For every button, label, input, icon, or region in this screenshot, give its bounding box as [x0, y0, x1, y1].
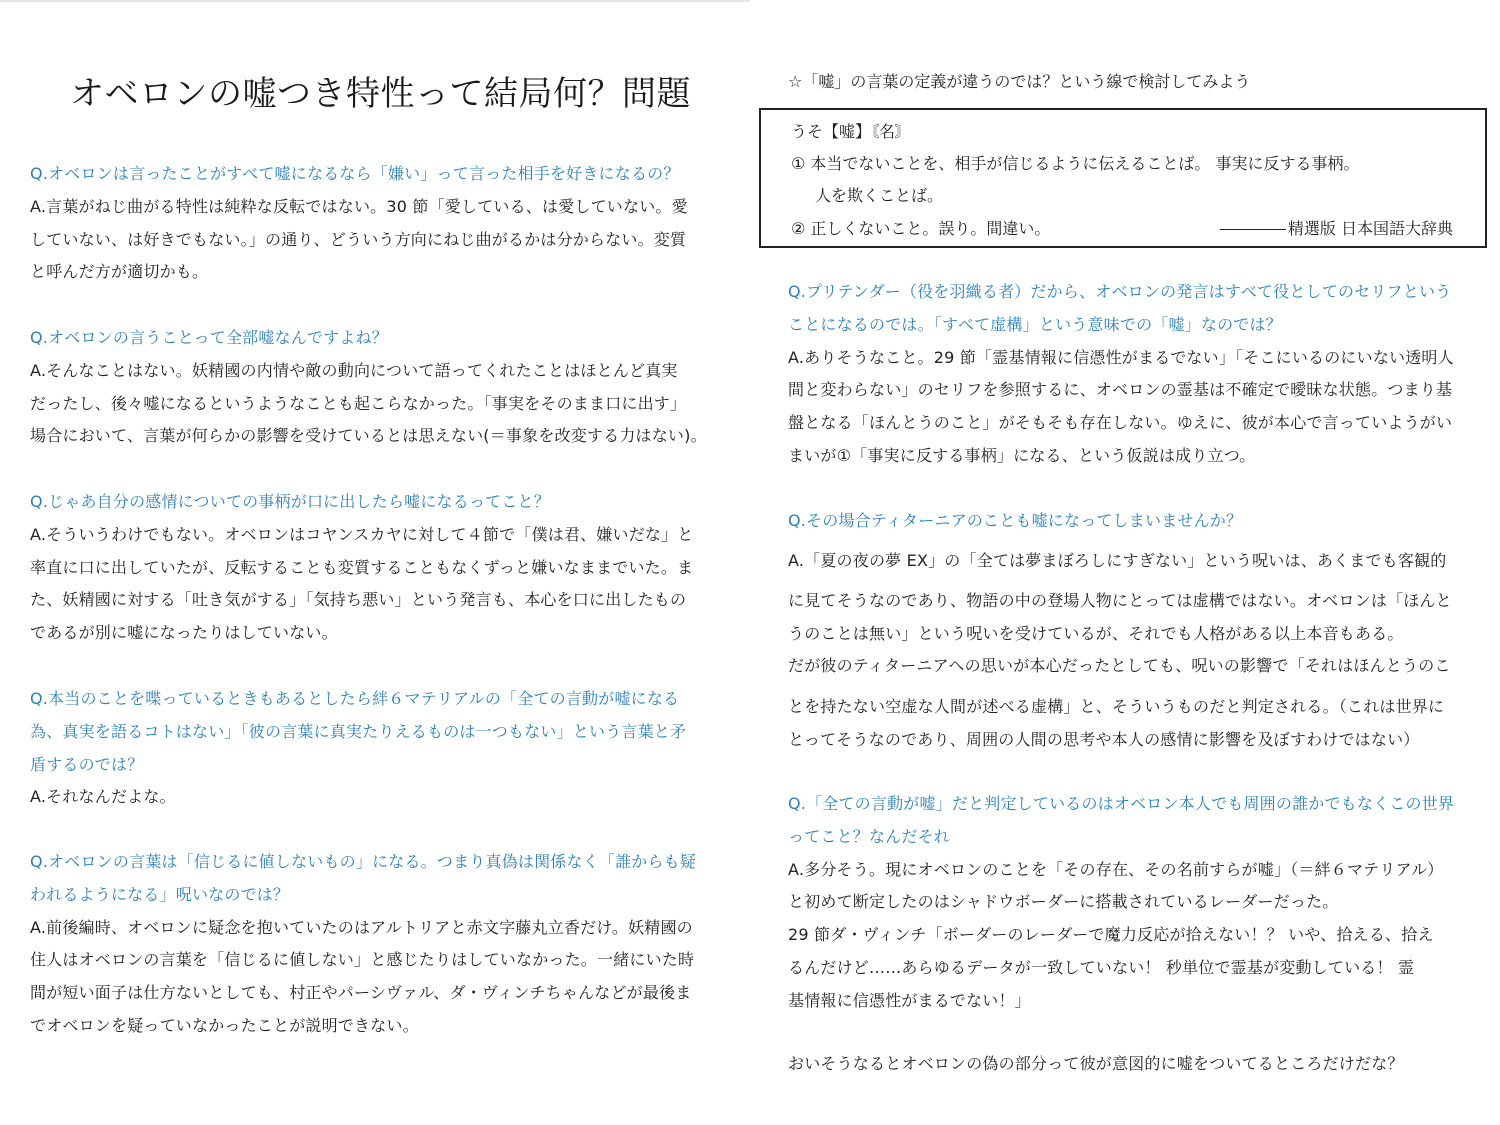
qa-block-7-answer-a: [788, 543, 1447, 579]
answer-line: A.それなんだよな。: [30, 787, 176, 807]
answer-line: 29 節ダ・ヴィンチ「ボーダーのレーダーで魔力反応が拾えない！？ いや、拾える、拾え: [788, 925, 1434, 945]
dictionary-box: [759, 108, 1487, 248]
qa-block-3: [30, 486, 694, 650]
question-line: Q.オベロンの言葉は「信じるに値しないもの」になる。つまり真偽は関係なく「誰からも疑: [30, 852, 697, 871]
qa-block-5: [30, 846, 696, 1043]
question-line: Q.本当のことを喋っているときもあるとしたら絆６マテリアルの「全ての言動が嘘になる: [30, 689, 680, 708]
closing-remark: [788, 1048, 1404, 1081]
dict-source-text: 精選版 日本国語大辞典: [1287, 219, 1453, 238]
question-line: Q.プリテンダー（役を羽織る者）だから、オベロンの発言はすべて役としてのセリフという: [788, 282, 1452, 301]
answer-line: まいが①「事実に反する事柄」になる、という仮説は成り立つ。: [788, 445, 1256, 465]
dict-source: [1220, 213, 1453, 245]
qa-block-7: [788, 504, 1242, 537]
question-line: われるようになる」呪いなのでは？: [30, 884, 290, 904]
question-line: ことになるのでは。「すべて虚構」という意味での「嘘」なのでは？: [788, 314, 1282, 334]
answer-line: A.そんなことはない。妖精國の内情や敵の動向について語ってくれたことはほとんど真実: [30, 360, 678, 380]
qa-block-4: [30, 683, 686, 814]
source-dash: [1220, 229, 1286, 230]
answer-line: 間が短い面子は仕方ないとしても、村正やパーシヴァル、ダ・ヴィンチちゃんなどが最後ま: [30, 983, 692, 1003]
answer-line: A.そういうわけでもない。オベロンはコヤンスカヤに対して４節で「僕は君、嫌いだな」と: [30, 524, 694, 544]
answer-line: A.多分そう。現にオベロンのことを「その存在、その名前すらが嘘」（＝絆６マテリアル）: [788, 859, 1444, 879]
dict-definition-1-cont: 人を欺くことば。: [815, 186, 944, 205]
qa-block-2: [30, 322, 707, 453]
answer-line: A.「夏の夜の夢 EX」の「全ては夢まぼろしにすぎない」という呪いは、あくまでも客観的: [788, 551, 1447, 570]
answer-line: でオベロンを疑っていなかったことが説明できない。: [30, 1015, 419, 1035]
answer-line: るんだけど……あらゆるデータが一致していない！ 秒単位で霊基が変動している！ 霊: [788, 957, 1415, 977]
answer-line: A.ありそうなこと。29 節「霊基情報に信憑性がまるでない」「そこにいるのにいない透明人: [788, 347, 1454, 367]
answer-line: と呼んだ方が適切かも。: [30, 262, 209, 282]
question-line: Q.じゃあ自分の感情についての事柄が口に出したら嘘になるってこと？: [30, 492, 550, 511]
qa-block-7-answer-b: [788, 585, 1452, 683]
answer-line: と初めて断定したのはシャドウボーダーに搭載されているレーダーだった。: [788, 892, 1339, 912]
qa-block-6: [788, 276, 1454, 473]
answer-line: うのことは無い」という呪いを受けているが、それでも人格がある以上本音もある。: [788, 623, 1404, 643]
answer-line: A.前後編時、オベロンに疑念を抱いていたのはアルトリアと赤文字藤丸立香だけ。妖精國の: [30, 917, 693, 937]
answer-line: だが彼のティターニアへの思いが本心だったとしても、呪いの影響で「それはほんとうのこ: [788, 656, 1451, 676]
closing-line: おいそうなるとオベロンの偽の部分って彼が意図的に嘘をついてるところだけだな？: [788, 1054, 1404, 1073]
question-line: Q.オベロンの言うことって全部嘘なんですよね？: [30, 328, 388, 347]
answer-line: 場合において、言葉が何らかの影響を受けているとは思えない(＝事象を改変する力はない)。: [30, 426, 707, 446]
answer-line: していない、は好きでもない。」の通り、どういう方向にねじ曲がるかは分からない。変質: [30, 229, 687, 249]
question-line: Q.その場合ティターニアのことも嘘になってしまいませんか？: [788, 511, 1243, 530]
page-title: オベロンの嘘つき特性って結局何？問題: [70, 74, 691, 114]
answer-line: に見てそうなのであり、物語の中の登場人物にとっては虚構ではない。オベロンは「ほんと: [788, 591, 1452, 610]
question-line: 盾するのでは？: [30, 754, 144, 774]
question-line: 為、真実を語るコトはない」「彼の言葉に真実たりえるものは一つもない」という言葉と矛: [30, 721, 687, 741]
answer-line: 率直に口に出していたが、反転することも変質することもなくずっと嫌いなままでいた。ま: [30, 557, 694, 577]
question-line: Q.オベロンは言ったことがすべて嘘になるなら「嫌い」って言った相手を好きになるの？: [30, 164, 680, 183]
answer-line: 住人はオベロンの言葉を「信じるに値しない」と感じたりはしていなかった。一緒にいた時: [30, 950, 695, 970]
answer-line: 間と変わらない」のセリフを参照するに、オベロンの霊基は不確定で曖昧な状態。つまり基: [788, 380, 1453, 400]
qa-block-1: [30, 158, 688, 289]
qa-block-7-answer-c: [788, 690, 1444, 756]
answer-line: とってそうなのであり、周囲の人間の思考や本人の感情に影響を及ぼすわけではない）: [788, 730, 1420, 749]
dict-definition-1: ① 本当でないことを、相手が信じるように伝えることば。 事実に反する事柄。: [791, 154, 1360, 173]
answer-line: 盤となる「ほんとうのこと」がそもそも存在しない。ゆえに、彼が本心で言っていようがい: [788, 413, 1453, 433]
answer-line: であるが別に嘘になったりはしていない。: [30, 623, 338, 643]
dict-headword: うそ【嘘】〘名〙: [791, 122, 912, 141]
answer-line: た、妖精國に対する「吐き気がする」「気持ち悪い」という発言も、本心を口に出したもの: [30, 590, 687, 610]
dict-definition-2: ② 正しくないこと。誤り。間違い。: [791, 219, 1051, 238]
qa-block-8: [788, 788, 1454, 1018]
answer-line: だったし、後々嘘になるというようなことも起こらなかった。「事実をそのまま口に出す」: [30, 393, 687, 413]
answer-line: A.言葉がねじ曲がる特性は純粋な反転ではない。30 節「愛している、は愛していない。愛: [30, 196, 688, 216]
definition-note: ☆「嘘」の言葉の定義が違うのでは？という線で検討してみよう: [788, 72, 1251, 91]
question-line: Q.「全ての言動が嘘」だと判定しているのはオベロン本人でも周囲の誰かでもなくこの世界: [788, 794, 1455, 813]
answer-line: とを持たない空虚な人間が述べる虚構」と、そういうものだと判定される。（これは世界に: [788, 697, 1445, 716]
answer-line: 基情報に信憑性がまるでない！」: [788, 990, 1031, 1010]
question-line: ってこと？なんだそれ: [788, 826, 951, 846]
